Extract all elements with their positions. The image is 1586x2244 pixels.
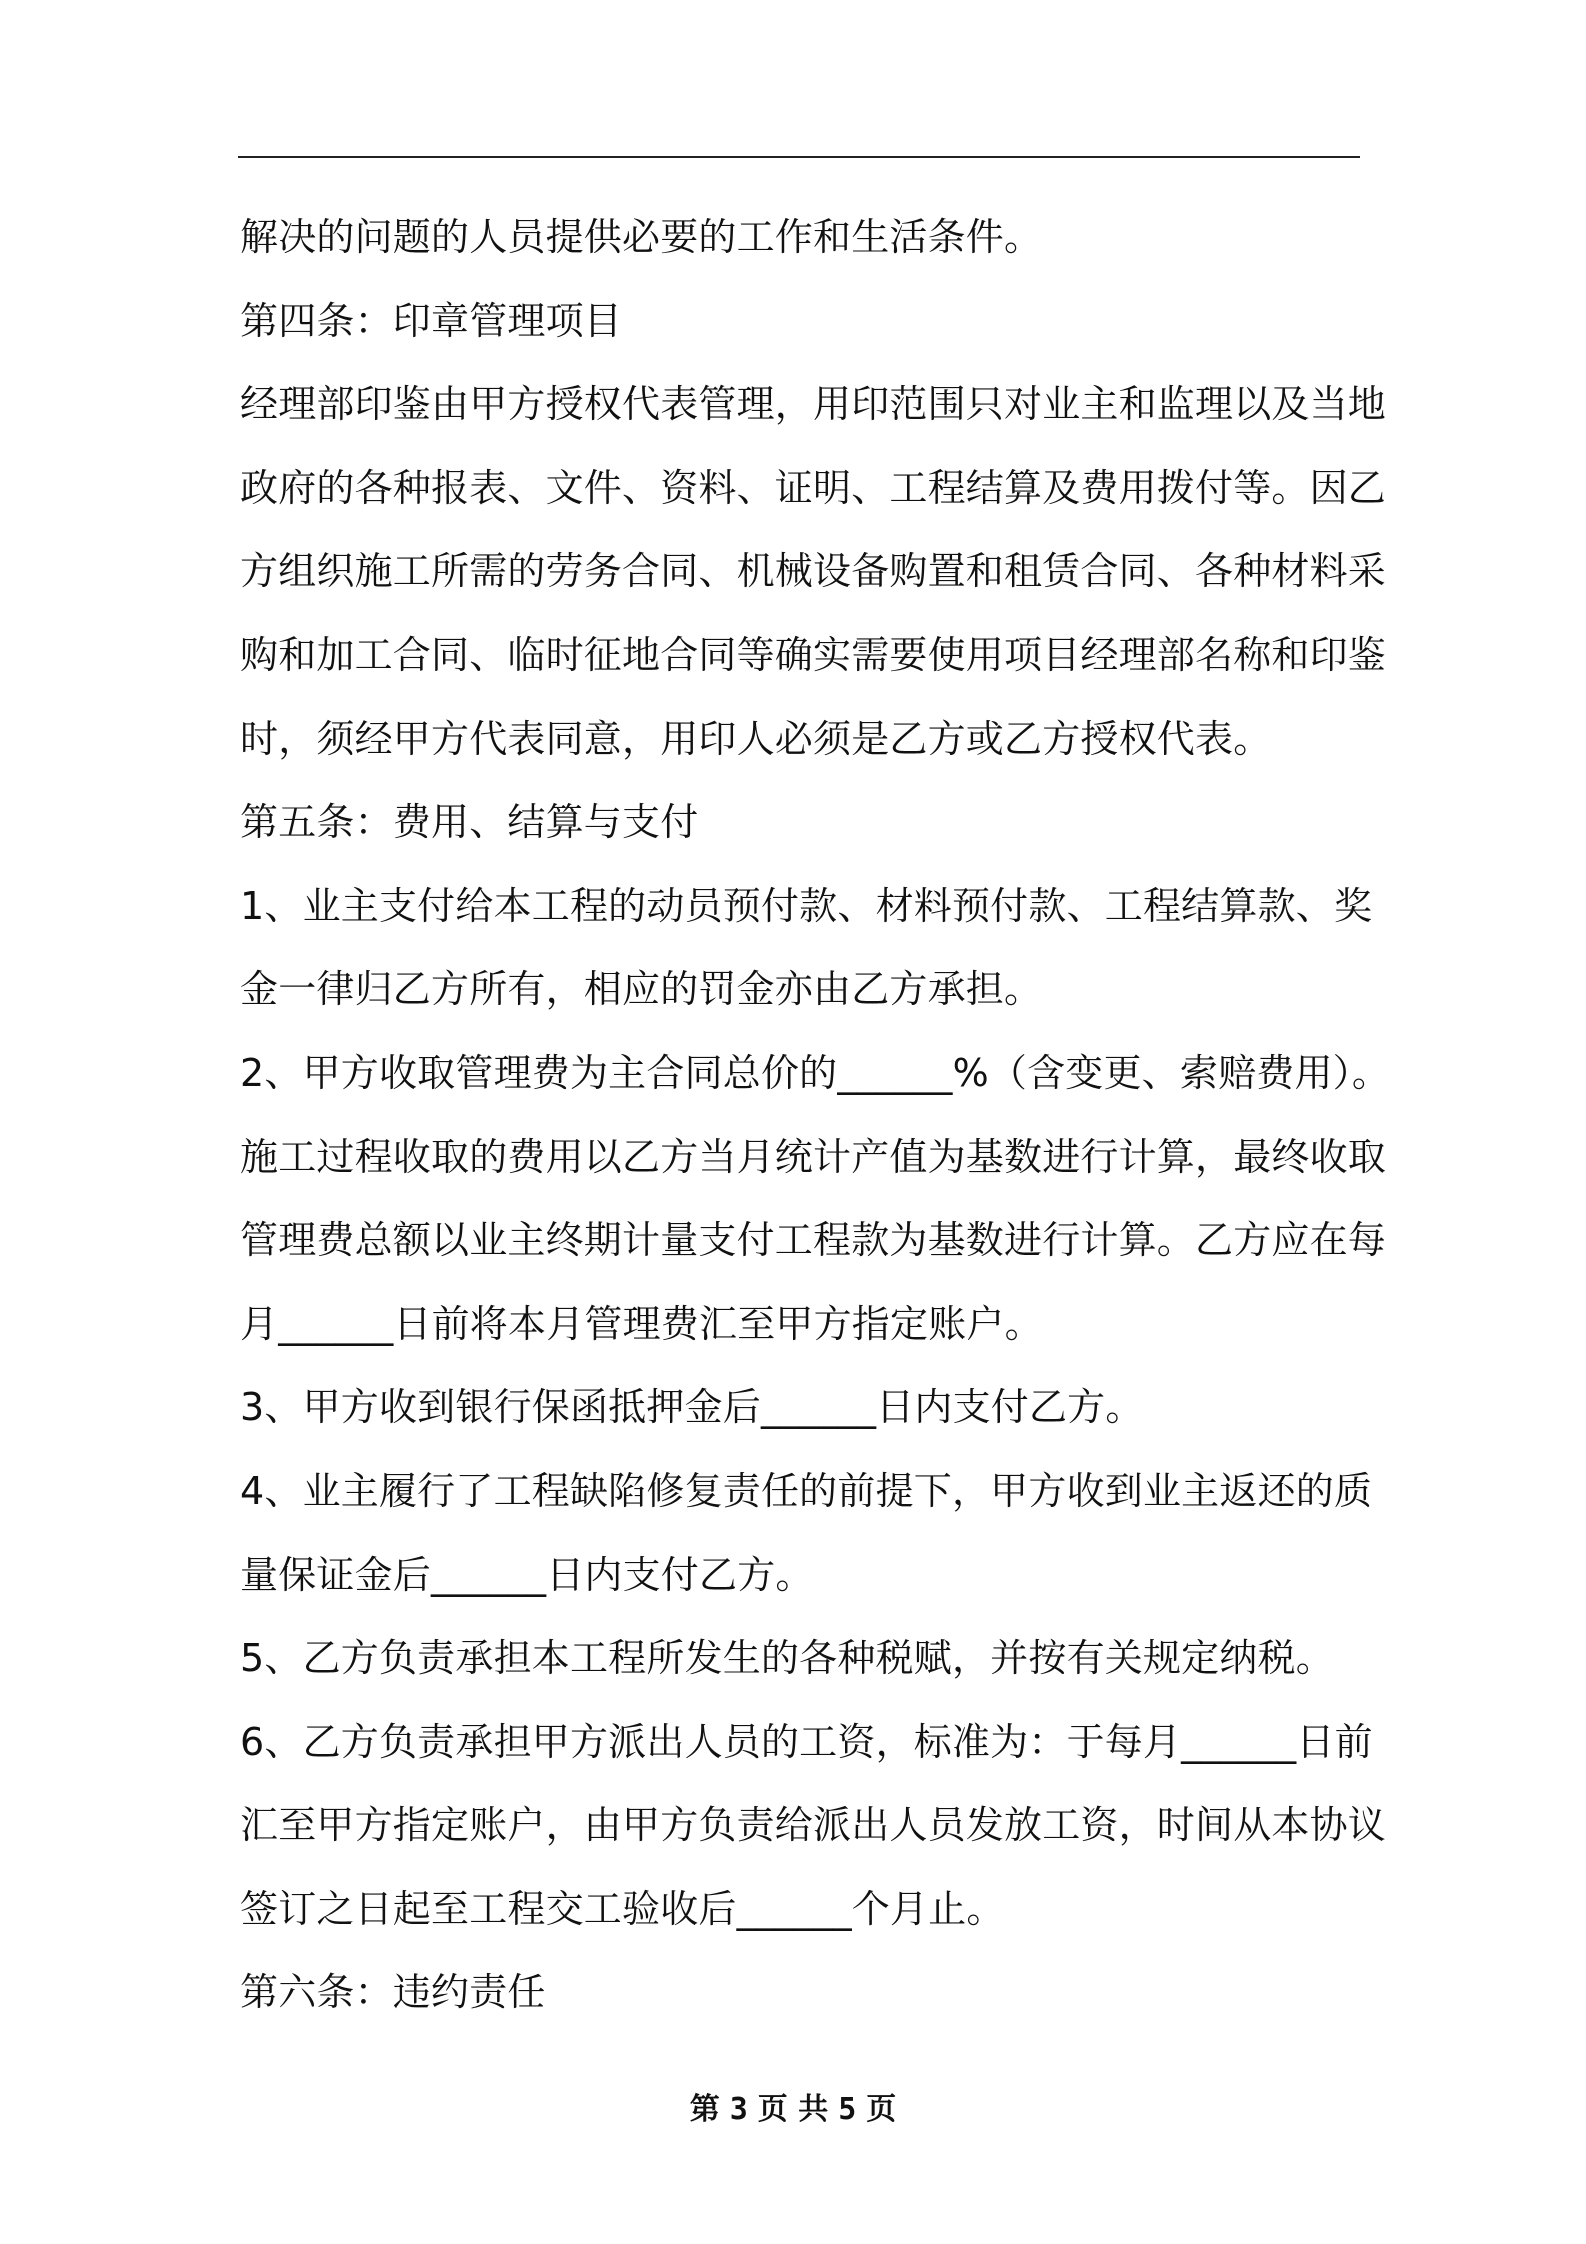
section-heading-article-4: 第四条：印章管理项目 — [240, 298, 623, 343]
text-line: 方组织施工所需的劳务合同、机械设备购置和租赁合同、各种材料采 — [240, 549, 1387, 594]
document-body — [240, 196, 1391, 2035]
text-line: 施工过程收取的费用以乙方当月统计产值为基数进行计算，最终收取 — [240, 1134, 1387, 1179]
text-line: 签订之日起至工程交工验收后______个月止。 — [240, 1886, 1005, 1931]
text-line: 5、乙方负责承担本工程所发生的各种税赋，并按有关规定纳税。 — [240, 1636, 1334, 1681]
text-line: 管理费总额以业主终期计量支付工程款为基数进行计算。乙方应在每 — [240, 1218, 1387, 1263]
text-line: 时，须经甲方代表同意，用印人必须是乙方或乙方授权代表。 — [240, 716, 1272, 761]
text-line: 购和加工合同、临时征地合同等确实需要使用项目经理部名称和印鉴 — [240, 632, 1387, 677]
text-line: 6、乙方负责承担甲方派出人员的工资，标准为：于每月______日前 — [240, 1719, 1373, 1764]
text-line: 1、业主支付给本工程的动员预付款、材料预付款、工程结算款、奖 — [240, 883, 1373, 928]
page-footer — [0, 2090, 1586, 2130]
text-line: 4、业主履行了工程缺陷修复责任的前提下，甲方收到业主返还的质 — [240, 1468, 1373, 1513]
text-line: 量保证金后______日内支付乙方。 — [240, 1552, 814, 1597]
section-heading-article-5: 第五条：费用、结算与支付 — [240, 800, 699, 845]
footer-middle: 页 共 — [757, 2092, 829, 2127]
total-page-number: 5 — [838, 2092, 857, 2127]
text-line: 3、甲方收到银行保函抵押金后______日内支付乙方。 — [240, 1385, 1144, 1430]
text-line: 月______日前将本月管理费汇至甲方指定账户。 — [240, 1301, 1043, 1346]
text-line: 政府的各种报表、文件、资料、证明、工程结算及费用拨付等。因乙 — [240, 465, 1387, 510]
footer-prefix: 第 — [689, 2092, 720, 2127]
text-line: 金一律归乙方所有，相应的罚金亦由乙方承担。 — [240, 967, 1043, 1012]
text-line: 汇至甲方指定账户，由甲方负责给派出人员发放工资，时间从本协议 — [240, 1803, 1387, 1848]
text-line: 2、甲方收取管理费为主合同总价的______%（含变更、索赔费用）。 — [240, 1050, 1391, 1095]
header-rule — [238, 156, 1360, 158]
section-heading-article-6: 第六条：违约责任 — [240, 1970, 546, 2015]
footer-suffix: 页 — [866, 2092, 897, 2127]
text-line: 解决的问题的人员提供必要的工作和生活条件。 — [240, 215, 1043, 259]
text-line: 经理部印鉴由甲方授权代表管理，用印范围只对业主和监理以及当地 — [240, 382, 1387, 427]
current-page-number: 3 — [729, 2092, 748, 2127]
